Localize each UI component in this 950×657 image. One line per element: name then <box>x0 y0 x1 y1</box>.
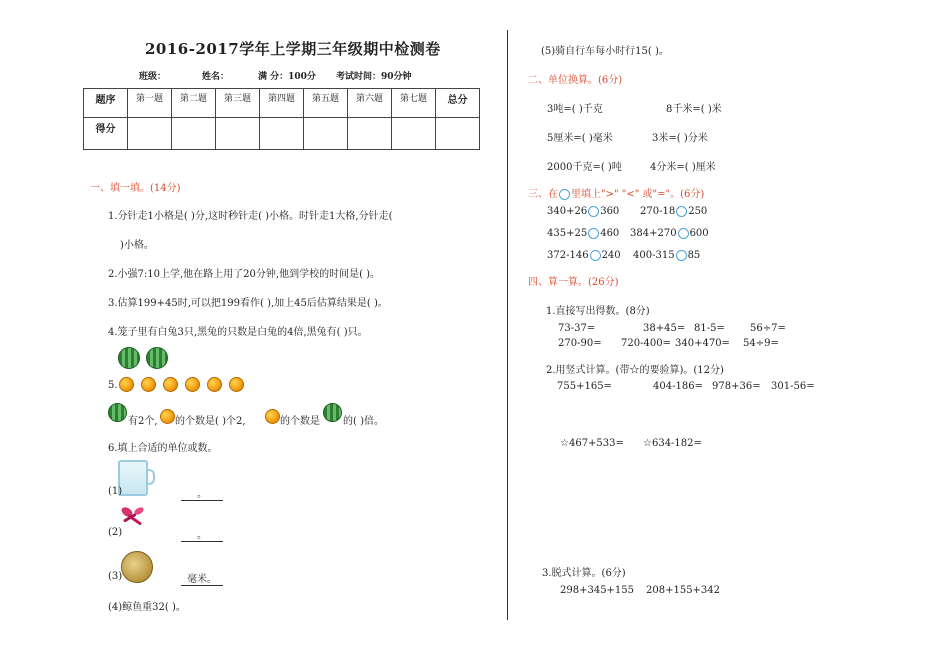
conversion-2a: 5厘米=( )毫米 <box>547 133 613 144</box>
compare-left: 372-146 <box>547 250 589 261</box>
question-1-line2: )小格。 <box>120 240 154 251</box>
score-cell[interactable] <box>260 118 304 150</box>
verify-calc-item: ☆634-182= <box>643 438 702 449</box>
orange-icon <box>207 377 222 392</box>
verify-calc-item: ☆467+533= <box>560 438 624 449</box>
col-header: 第四题 <box>260 89 304 118</box>
question-6-1-blank[interactable]: 。 <box>181 485 223 501</box>
calc-item: 54÷9= <box>743 338 779 349</box>
question-5-part-a: 有2个, <box>128 416 158 427</box>
question-6-4: (4)鲸鱼重32( )。 <box>108 602 186 613</box>
question-6: 6.填上合适的单位或数。 <box>108 443 218 454</box>
calc-item: 38+45= <box>643 323 686 334</box>
section3-heading-b: 里填上">" "<" 或"="。(6分) <box>571 189 705 200</box>
score-table <box>83 88 480 150</box>
mixed-calc-item: 298+345+155 <box>560 585 635 596</box>
question-5-part-d: 的( )倍。 <box>343 416 384 427</box>
question-3: 3.估算199+45时,可以把199看作( ),加上45后估算结果是( )。 <box>108 298 388 309</box>
compare-circle[interactable] <box>678 228 689 239</box>
part-2-heading: 2.用竖式计算。(带☆的要验算)。(12分) <box>546 365 724 376</box>
orange-icon <box>163 377 178 392</box>
conversion-2b: 3米=( )分米 <box>652 133 708 144</box>
compare-circle[interactable] <box>676 250 687 261</box>
compare-item <box>547 206 619 217</box>
compare-circle[interactable] <box>588 206 599 217</box>
page-title: 2016-2017学年上学期三年级期中检测卷 <box>145 40 441 58</box>
circle-blank-icon <box>559 189 570 200</box>
col-header: 第二题 <box>172 89 216 118</box>
question-4: 4.笼子里有白兔3只,黑兔的只数是白兔的4倍,黑兔有( )只。 <box>108 327 368 338</box>
part-1-heading: 1.直接写出得数。(8分) <box>546 306 650 317</box>
conversion-1a: 3吨=( )千克 <box>547 104 603 115</box>
conversion-1b: 8千米=( )米 <box>666 104 722 115</box>
vertical-calc-item: 301-56= <box>771 381 815 392</box>
orange-icon <box>160 409 175 424</box>
vertical-calc-item: 404-186= <box>653 381 703 392</box>
coin-icon <box>121 551 153 583</box>
col-header: 第五题 <box>304 89 348 118</box>
spoon-icon <box>119 506 149 530</box>
exam-time-label: 考试时间：90分钟 <box>336 72 412 82</box>
cup-icon <box>118 460 148 496</box>
compare-circle[interactable] <box>588 228 599 239</box>
compare-item <box>630 228 709 239</box>
compare-left: 340+26 <box>547 206 588 217</box>
score-cell[interactable] <box>128 118 172 150</box>
column-divider <box>507 30 508 620</box>
compare-circle[interactable] <box>590 250 601 261</box>
watermelon-icon <box>146 347 168 369</box>
class-label: 班级： <box>139 72 167 82</box>
orange-icon <box>229 377 244 392</box>
compare-right: 250 <box>688 206 708 217</box>
vertical-calc-item: 755+165= <box>557 381 612 392</box>
calc-item: 56÷7= <box>750 323 786 334</box>
score-cell[interactable] <box>304 118 348 150</box>
compare-left: 435+25 <box>547 228 588 239</box>
compare-right: 85 <box>687 250 701 261</box>
compare-item <box>633 250 700 261</box>
calc-item: 270-90= <box>558 338 602 349</box>
orange-icon <box>265 409 280 424</box>
compare-item <box>547 250 621 261</box>
question-5-number: 5. <box>108 380 118 391</box>
score-cell[interactable] <box>348 118 392 150</box>
compare-right: 360 <box>600 206 620 217</box>
total-label: 总分 <box>436 89 480 118</box>
section3-heading <box>528 185 704 200</box>
question-6-2-label: (2) <box>108 527 123 538</box>
question-6-3-label: (3) <box>108 571 123 582</box>
section1-heading: 一、填一填。(14分) <box>90 183 181 194</box>
part-3-heading: 3.脱式计算。(6分) <box>542 568 626 579</box>
order-label: 题序 <box>84 89 128 118</box>
score-cell[interactable] <box>172 118 216 150</box>
watermelon-icon <box>323 403 342 422</box>
orange-icon <box>119 377 134 392</box>
compare-left: 400-315 <box>633 250 675 261</box>
orange-icon <box>185 377 200 392</box>
calc-item: 340+470= <box>675 338 730 349</box>
col-header: 第三题 <box>216 89 260 118</box>
col-header: 第七题 <box>392 89 436 118</box>
compare-left: 384+270 <box>630 228 677 239</box>
question-5-part-c: 的个数是 <box>280 416 320 427</box>
compare-right: 460 <box>600 228 620 239</box>
question-6-2-blank[interactable]: 。 <box>181 526 223 542</box>
compare-item <box>640 206 707 217</box>
compare-right: 240 <box>601 250 621 261</box>
compare-left: 270-18 <box>640 206 676 217</box>
mixed-calc-item: 208+155+342 <box>646 585 721 596</box>
compare-circle[interactable] <box>676 206 687 217</box>
question-6-3-blank[interactable]: 毫米。 <box>181 570 223 586</box>
full-score-label: 满 分：100分 <box>258 72 316 82</box>
vertical-calc-item: 978+36= <box>712 381 761 392</box>
question-6-5: (5)骑自行车每小时行15( )。 <box>541 46 669 57</box>
score-table-header-row <box>84 89 480 118</box>
col-header: 第六题 <box>348 89 392 118</box>
question-1-line1: 1.分针走1小格是( )分,这时秒针走( )小格。时针走1大格,分针走( <box>108 211 393 222</box>
question-5-part-b: 的个数是( )个2, <box>175 416 246 427</box>
col-header: 第一题 <box>128 89 172 118</box>
name-label: 姓名： <box>202 72 230 82</box>
section2-heading: 二、单位换算。(6分) <box>528 75 623 86</box>
calc-item: 73-37= <box>558 323 596 334</box>
score-cell[interactable] <box>436 118 480 150</box>
score-cell[interactable] <box>216 118 260 150</box>
calc-item: 81-5= <box>694 323 725 334</box>
watermelon-icon <box>118 347 140 369</box>
orange-icon <box>141 377 156 392</box>
question-6-1-label: (1) <box>108 486 123 497</box>
section3-heading-a: 三、在 <box>528 189 558 200</box>
conversion-3b: 4分米=( )厘米 <box>650 162 716 173</box>
score-table-score-row <box>84 118 480 150</box>
question-2: 2.小强7:10上学,他在路上用了20分钟,他到学校的时间是( )。 <box>108 269 381 280</box>
watermelon-icon <box>108 403 127 422</box>
compare-item <box>547 228 619 239</box>
section4-heading: 四、算一算。(26分) <box>528 277 619 288</box>
conversion-3a: 2000千克=( )吨 <box>547 162 622 173</box>
calc-item: 720-400= <box>621 338 671 349</box>
compare-right: 600 <box>689 228 709 239</box>
score-cell[interactable] <box>392 118 436 150</box>
score-label: 得分 <box>84 118 128 150</box>
